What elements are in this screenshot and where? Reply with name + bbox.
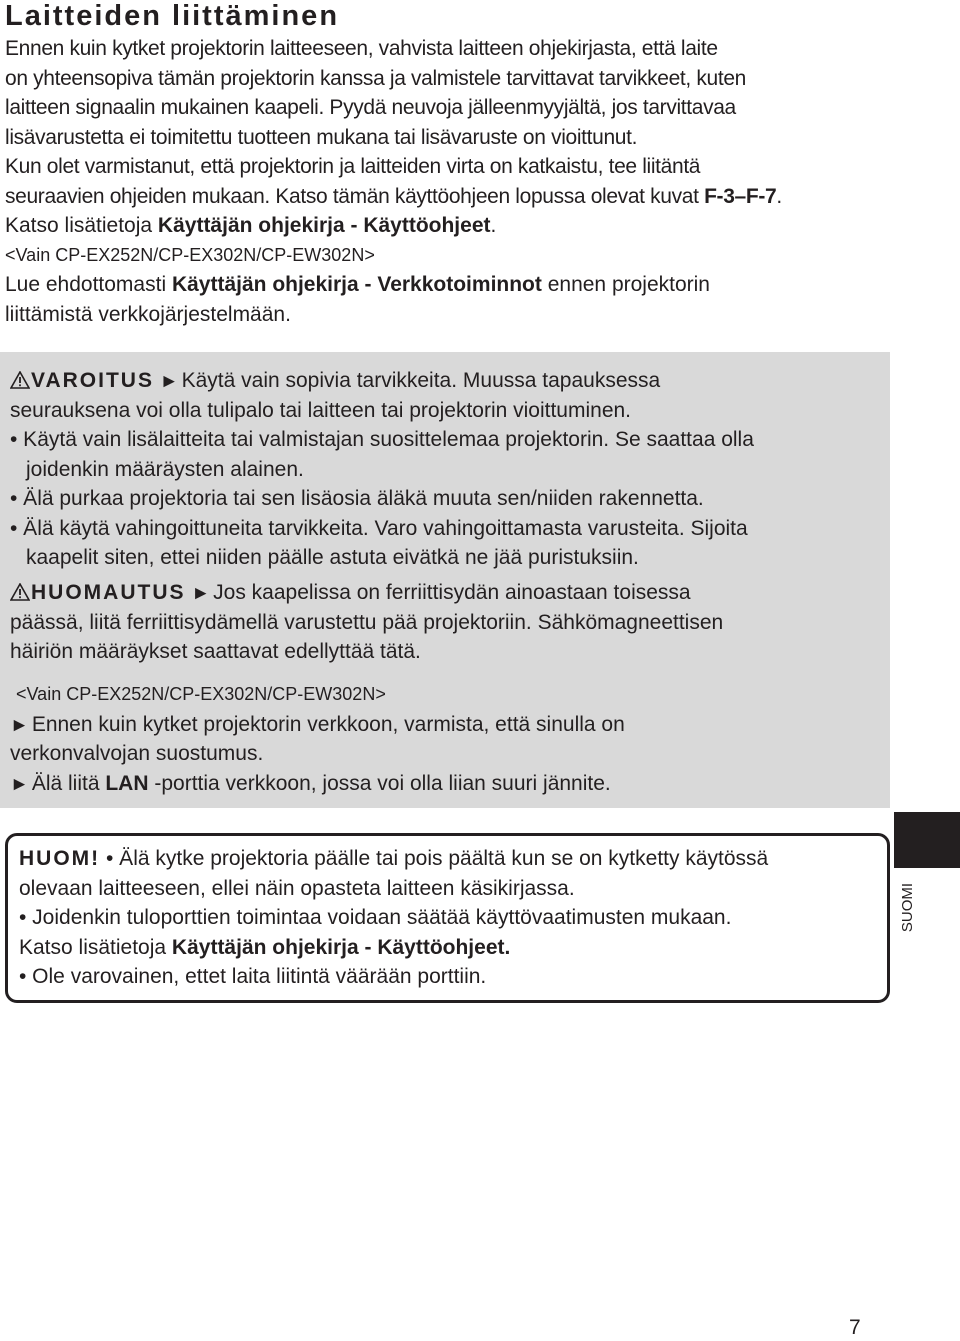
model-note: <Vain CP-EX252N/CP-EX302N/CP-EW302N> bbox=[16, 684, 386, 704]
caution-line: päässä, liitä ferriittisydämellä varustettu pää projektoriin. Sähkömagneettisen bbox=[10, 610, 724, 634]
model-note: <Vain CP-EX252N/CP-EX302N/CP-EW302N> bbox=[5, 244, 375, 265]
caution-block bbox=[10, 578, 885, 667]
language-label: SUOMI bbox=[899, 882, 917, 932]
caution-keyword: HUOMAUTUS bbox=[31, 581, 186, 604]
warning-triangle-icon bbox=[10, 583, 30, 601]
intro-line: laitteen signaalin mukainen kaapeli. Pyydä neuvoja jälleenmyyjältä, jos tarvittavaa bbox=[5, 96, 736, 119]
arrow-right-icon: ► bbox=[10, 773, 29, 795]
network-block bbox=[10, 680, 885, 798]
network-item: ► Älä liitä LAN -porttia verkkoon, jossa voi olla liian suuri jännite. bbox=[10, 771, 611, 795]
warning-bullet: • Älä käytä vahingoittuneita tarvikkeita. Varo vahingoittamasta varusteita. Sijoita bbox=[10, 516, 748, 540]
network-manual-reference: Käyttäjän ohjekirja - Verkkotoiminnot bbox=[171, 273, 542, 296]
manual-reference: Käyttäjän ohjekirja - Käyttöohjeet bbox=[157, 214, 491, 237]
warning-triangle-icon bbox=[10, 371, 30, 389]
note-heading-line: HUOM! • Älä kytke projektoria päälle tai pois päältä kun se on kytketty käytössä bbox=[19, 847, 769, 870]
read-manual-line-2: liittämistä verkkojärjestelmään. bbox=[5, 302, 291, 326]
page-title: Laitteiden liittäminen bbox=[5, 0, 340, 32]
warning-block bbox=[10, 366, 885, 573]
warning-bullet-cont: joidenkin määräysten alainen. bbox=[26, 457, 304, 481]
warning-bullet-cont: kaapelit siten, ettei niiden päälle astuta eivätkä ne jää puristuksiin. bbox=[26, 546, 639, 569]
lan-port-label: LAN bbox=[105, 771, 149, 795]
warning-keyword: VAROITUS bbox=[31, 369, 154, 392]
note-block bbox=[19, 844, 879, 992]
intro-line: Kun olet varmistanut, että projektorin ja laitteiden virta on katkaistu, tee liitäntä bbox=[5, 155, 701, 178]
network-item: ► Ennen kuin kytket projektorin verkkoon, varmista, että sinulla on bbox=[10, 712, 625, 736]
figure-reference: F-3–F-7 bbox=[704, 184, 777, 208]
intro-line: lisävarustetta ei toimitettu tuotteen mukana tai lisävaruste on vioittunut. bbox=[5, 125, 638, 149]
warning-heading-line: VAROITUS ► Käytä vain sopivia tarvikkeita. Muussa tapauksessa bbox=[10, 366, 885, 396]
arrow-right-icon: ► bbox=[191, 583, 211, 604]
language-tab bbox=[894, 812, 960, 868]
intro-line: Ennen kuin kytket projektorin laitteeseen, vahvista laitteen ohjekirjasta, että laite bbox=[5, 37, 718, 60]
note-line: olevaan laitteeseen, ellei näin opasteta laitteen käsikirjassa. bbox=[19, 876, 575, 900]
read-manual-line: Lue ehdottomasti Käyttäjän ohjekirja - Verkkotoiminnot ennen projektorin bbox=[5, 273, 710, 296]
caution-line: häiriön määräykset saattavat edellyttää tätä. bbox=[10, 640, 421, 663]
network-item-cont: verkonvalvojan suostumus. bbox=[10, 742, 264, 765]
warning-bullet: • Käytä vain lisälaitteita tai valmistajan suosittelemaa projektorin. Se saattaa olla bbox=[10, 428, 754, 451]
arrow-right-icon: ► bbox=[10, 714, 29, 736]
see-manual-line: Katso lisätietoja Käyttäjän ohjekirja - Käyttöohjeet. bbox=[5, 214, 497, 237]
intro-section bbox=[5, 34, 905, 329]
warning-bullet: • Älä purkaa projektoria tai sen lisäosia äläkä muuta sen/niiden rakennetta. bbox=[10, 487, 704, 510]
manual-reference: Käyttäjän ohjekirja - Käyttöohjeet. bbox=[171, 935, 511, 959]
note-see-manual: Katso lisätietoja Käyttäjän ohjekirja - Käyttöohjeet. bbox=[19, 935, 511, 959]
note-line: • Joidenkin tuloporttien toimintaa voidaan säätää käyttövaatimusten mukaan. bbox=[19, 906, 732, 929]
intro-line-figure-ref: seuraavien ohjeiden mukaan. Katso tämän käyttöohjeen lopussa olevat kuvat F-3–F-7. bbox=[5, 184, 782, 208]
page-number: 7 bbox=[849, 1316, 861, 1339]
note-box bbox=[5, 833, 890, 1003]
note-line: • Ole varovainen, ettet laita liitintä väärään porttiin. bbox=[19, 965, 487, 988]
caution-heading-line: HUOMAUTUS ► Jos kaapelissa on ferriittisydän ainoastaan toisessa bbox=[10, 578, 885, 608]
note-keyword: HUOM! bbox=[19, 847, 101, 870]
arrow-right-icon: ► bbox=[159, 371, 179, 392]
warning-line: seurauksena voi olla tulipalo tai laitteen tai projektorin vioittuminen. bbox=[10, 398, 632, 422]
warning-box bbox=[0, 352, 890, 808]
intro-line: on yhteensopiva tämän projektorin kanssa ja valmistele tarvittavat tarvikkeet, kuten bbox=[5, 66, 746, 90]
